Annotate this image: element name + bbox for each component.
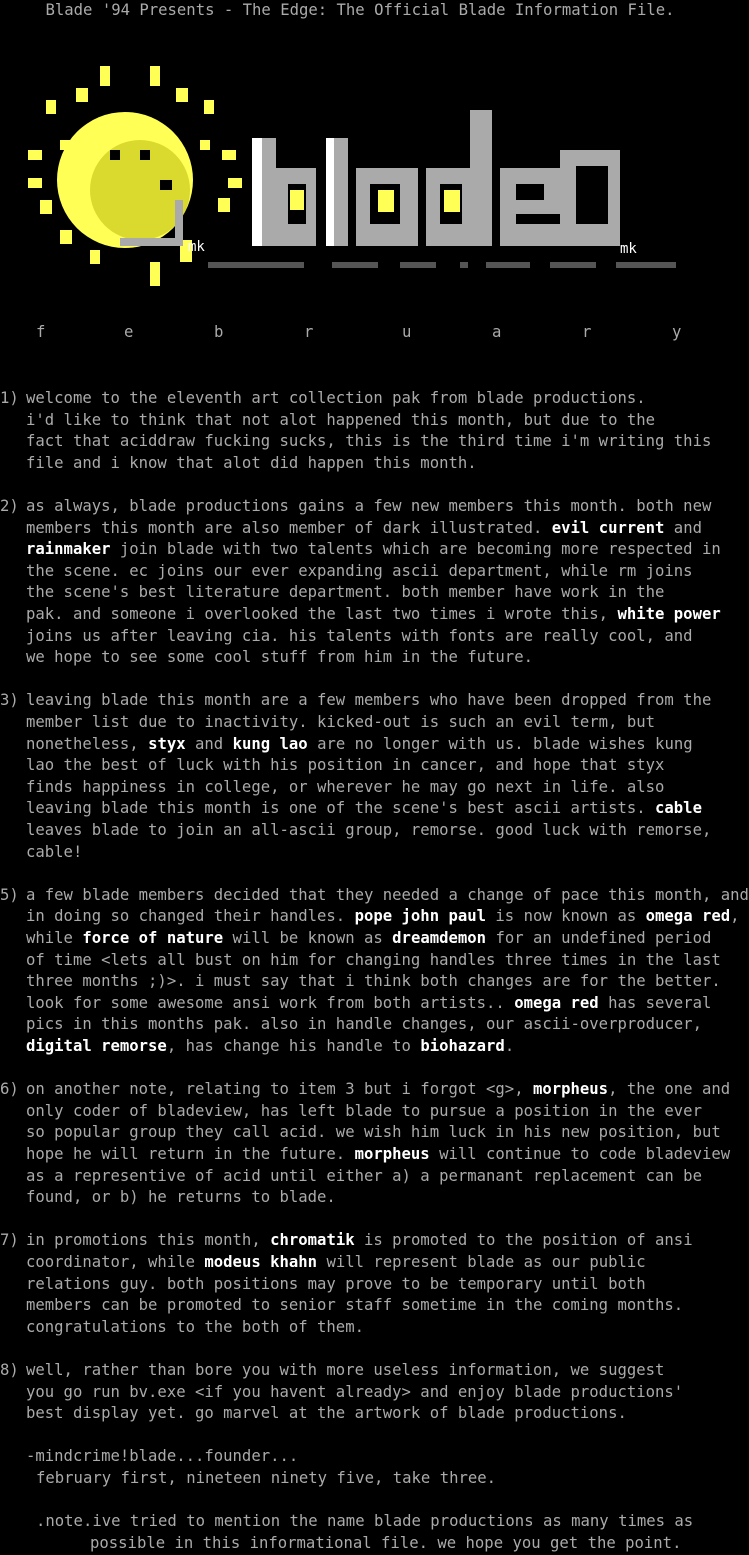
text-fragment: member list due to inactivity. kicked-out is such an evil term, but <box>26 713 656 731</box>
letter-l-highlight <box>326 138 334 246</box>
month-letter: a <box>492 323 502 341</box>
text-fragment: welcome to the eleventh art collection pak from blade productions. <box>26 389 646 407</box>
month-letter: y <box>672 323 682 341</box>
text-line <box>26 1252 646 1274</box>
logo-underline <box>208 262 304 268</box>
text-line <box>26 1295 683 1317</box>
text-fragment: three months ;)>. i must say that i think both changes are for the better. <box>26 972 721 991</box>
text-fragment: nonetheless, <box>26 734 149 753</box>
letter-e-hole <box>516 184 544 200</box>
member-handle: morpheus <box>532 1080 609 1099</box>
sun-ray <box>176 88 188 102</box>
text-fragment: we hope to see some cool stuff from him in the future. <box>26 648 533 667</box>
text-line <box>26 1122 721 1144</box>
text-line <box>26 518 702 540</box>
logo-underline <box>400 262 436 268</box>
text-fragment: best display yet. go marvel at the artwork of blade productions. <box>26 1404 627 1423</box>
section-number: 1) <box>0 389 19 407</box>
signature-date: february first, nineteen ninety five, take three. <box>36 1469 497 1487</box>
text-fragment: will continue to code bladeview <box>429 1145 731 1163</box>
letter-e-gap <box>516 214 560 224</box>
member-handle: evil current <box>551 518 665 537</box>
letter-d <box>470 110 492 246</box>
text-line <box>26 410 655 432</box>
text-line <box>26 388 646 410</box>
sun-ray <box>218 198 230 212</box>
text-fragment: members this month are also member of dark illustrated. <box>26 518 552 537</box>
month-letter: r <box>304 323 314 341</box>
note-line: .note.ive tried to mention the name blade productions as many times as <box>36 1512 694 1531</box>
text-fragment: will represent blade as our public <box>317 1253 646 1271</box>
sun-eye <box>140 150 150 160</box>
month-letter: r <box>582 323 592 341</box>
sun-icon <box>28 66 242 286</box>
text-fragment: join blade with two talents which are becoming more respected in <box>110 540 721 559</box>
signature-line: -mindcrime!blade...founder... <box>26 1447 299 1466</box>
text-fragment: leaving blade this month are a few members who have been dropped from the <box>26 691 712 710</box>
text-fragment: leaves blade to join an all-ascii group, remorse. good luck with remorse, <box>26 821 712 839</box>
section-number: 6) <box>0 1080 19 1099</box>
text-fragment: as always, blade productions gains a few new members this month. both new <box>26 497 712 515</box>
sun-bracket <box>175 200 183 246</box>
text-line <box>26 734 693 756</box>
text-fragment: congratulations to the both of them. <box>26 1317 364 1336</box>
text-line <box>26 582 664 604</box>
text-fragment: well, rather than bore you with more useless information, we suggest <box>26 1361 665 1379</box>
letter-a-glow <box>378 190 394 212</box>
section-number: 5) <box>0 885 19 904</box>
text-line <box>26 885 749 907</box>
text-line <box>26 798 702 820</box>
member-handle: biohazard <box>420 1037 505 1055</box>
text-line <box>26 1230 693 1252</box>
member-handle: pope john paul <box>354 907 487 926</box>
text-line <box>26 820 711 842</box>
letter-b-highlight <box>252 138 262 246</box>
text-fragment: and <box>664 518 702 537</box>
text-fragment: , the one and <box>608 1080 731 1099</box>
sun-ray <box>40 200 52 214</box>
text-line <box>26 1187 336 1209</box>
text-line <box>26 690 711 712</box>
text-line <box>26 1382 683 1404</box>
file-title: Blade '94 Presents - The Edge: The Official Blade Information File. <box>45 1 675 19</box>
logo-tag-right: mk <box>620 241 637 257</box>
text-fragment: cable! <box>26 842 83 861</box>
text-fragment: are no longer with us. blade wishes kung <box>307 734 693 753</box>
text-line <box>26 539 721 561</box>
member-handle: chromatik <box>270 1231 355 1250</box>
text-fragment: is now known as <box>486 907 646 926</box>
text-fragment: on another note, relating to item 3 but i forgot <g>, <box>26 1080 533 1099</box>
note-line: possible in this informational file. we hope you get the point. <box>90 1533 682 1552</box>
text-line <box>26 1403 627 1425</box>
member-handle: modeus khahn <box>204 1253 318 1271</box>
text-fragment: , <box>730 907 740 926</box>
sun-ray <box>28 150 42 160</box>
section-number: 2) <box>0 497 19 515</box>
logo-tag-left: mk <box>188 239 205 255</box>
text-fragment: relations guy. both positions may prove to be temporary until both <box>26 1274 646 1293</box>
text-fragment: i'd like to think that not alot happened this month, but due to the <box>26 410 656 429</box>
text-line <box>26 561 693 583</box>
logo-underline <box>460 262 468 268</box>
text-fragment: members can be promoted to senior staff sometime in the coming months. <box>26 1296 684 1315</box>
sun-ray <box>204 100 214 114</box>
text-fragment: file and i know that alot did happen this month. <box>26 453 477 472</box>
text-fragment: of time <lets all bust on him for changing handles three times in the last <box>26 950 721 969</box>
sun-ray <box>90 250 100 264</box>
blade-logo <box>0 58 720 298</box>
text-fragment: while <box>26 929 83 947</box>
text-line <box>26 971 721 993</box>
text-fragment: in doing so changed their handles. <box>26 907 355 926</box>
text-line <box>26 712 655 734</box>
month-banner <box>0 323 720 345</box>
text-line <box>26 1360 664 1382</box>
member-handle: force of nature <box>82 929 224 947</box>
text-line <box>26 1144 730 1166</box>
text-fragment: for an undefined period <box>486 929 712 947</box>
sun-ray <box>46 100 56 114</box>
text-line <box>26 647 533 669</box>
text-fragment: , has change his handle to <box>166 1037 421 1055</box>
text-line <box>26 1014 702 1036</box>
letter-b-glow <box>290 190 304 210</box>
text-fragment: lao the best of luck with his position in cancer, and hope that styx <box>26 756 665 775</box>
text-line <box>26 1317 364 1339</box>
member-handle: kung lao <box>232 734 308 753</box>
month-letter: u <box>402 323 412 341</box>
sun-ray <box>60 230 72 244</box>
logo-underline <box>332 262 378 268</box>
member-handle: omega red <box>645 907 731 926</box>
text-fragment: a few blade members decided that they needed a change of pace this month, and <box>26 885 749 904</box>
text-fragment: joins us after leaving cia. his talents with fonts are really cool, and <box>26 626 693 645</box>
sun-ray <box>228 178 242 188</box>
text-fragment: you go run bv.exe <if you havent already> and enjoy blade productions' <box>26 1382 684 1401</box>
member-handle: rainmaker <box>26 540 111 559</box>
month-letter: e <box>124 323 134 341</box>
text-fragment: leaving blade this month is one of the scene's best ascii artists. <box>26 799 656 818</box>
text-fragment: fact that aciddraw fucking sucks, this is the third time i'm writing this <box>26 432 712 451</box>
sun-bracket <box>120 238 180 246</box>
text-line <box>26 1036 514 1058</box>
member-handle: dreamdemon <box>392 929 487 947</box>
text-line <box>26 496 711 518</box>
text-fragment: coordinator, while <box>26 1253 205 1271</box>
text-fragment: found, or b) he returns to blade. <box>26 1188 336 1207</box>
text-line <box>26 626 693 648</box>
text-line <box>26 842 82 864</box>
text-fragment: the scene. ec joins our ever expanding ascii department, while rm joins <box>26 561 693 580</box>
text-line <box>26 1274 646 1296</box>
blade-logo-letters <box>208 110 676 268</box>
letter-e-tail-hole <box>576 166 608 224</box>
text-fragment: only coder of bladeview, has left blade to pursue a position in the ever <box>26 1101 702 1120</box>
text-line <box>26 1101 702 1123</box>
text-line <box>26 453 477 475</box>
text-line <box>26 993 711 1015</box>
month-letter: b <box>214 323 224 341</box>
month-letter: f <box>36 323 46 341</box>
sun-mouth <box>160 180 172 190</box>
sun-ray <box>28 178 42 188</box>
sun-eye <box>110 150 120 160</box>
member-handle: morpheus <box>354 1145 430 1163</box>
text-line <box>26 604 721 626</box>
text-fragment: and <box>185 734 233 753</box>
member-handle: omega red <box>514 993 599 1012</box>
member-handle: cable <box>655 799 702 818</box>
text-line <box>26 1079 730 1101</box>
text-fragment: hope he will return in the future. <box>26 1145 355 1163</box>
text-line <box>26 777 664 799</box>
text-fragment: pics in this months pak. also in handle changes, our ascii-overproducer, <box>26 1015 702 1034</box>
letter-e <box>500 168 560 246</box>
sun-ray <box>222 150 236 160</box>
member-handle: digital remorse <box>26 1037 167 1055</box>
section-number: 8) <box>0 1361 19 1379</box>
text-fragment: look for some awesome ansi work from both artists.. <box>26 993 515 1012</box>
text-line <box>26 906 740 928</box>
text-fragment: . <box>504 1037 515 1055</box>
text-fragment: has several <box>598 993 712 1012</box>
sun-ray <box>150 66 160 86</box>
logo-underline <box>616 262 676 268</box>
text-line <box>26 950 721 972</box>
sun-ray <box>200 140 210 150</box>
text-line <box>26 755 664 777</box>
text-fragment: as a representive of acid until either a) a permanant replacement can be <box>26 1166 702 1185</box>
letter-d-glow <box>444 190 460 212</box>
text-line <box>26 1166 702 1188</box>
text-fragment: in promotions this month, <box>26 1231 271 1250</box>
text-fragment: will be known as <box>223 929 393 947</box>
sun-ray <box>76 88 88 102</box>
section-number: 7) <box>0 1231 19 1250</box>
text-fragment: finds happiness in college, or wherever he may go next in life. also <box>26 777 665 796</box>
text-line <box>26 928 711 950</box>
text-fragment: pak. and someone i overlooked the last two times i wrote this, <box>26 605 618 623</box>
member-handle: white power <box>617 605 721 623</box>
text-fragment: is promoted to the position of ansi <box>354 1231 693 1250</box>
text-fragment: the scene's best literature department. both member have work in the <box>26 583 665 602</box>
text-fragment: so popular group they call acid. we wish him luck in his new position, but <box>26 1123 721 1142</box>
logo-underline <box>486 262 530 268</box>
text-line <box>26 431 711 453</box>
sun-ray <box>150 262 160 286</box>
member-handle: styx <box>148 734 186 753</box>
sun-ray <box>100 66 110 86</box>
section-number: 3) <box>0 691 19 710</box>
logo-underline <box>550 262 596 268</box>
